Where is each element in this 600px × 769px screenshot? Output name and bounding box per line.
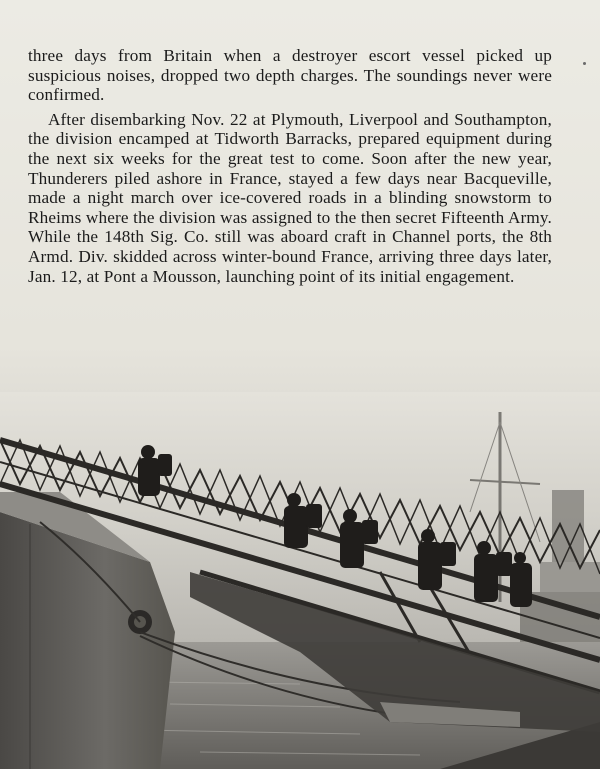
article-text <box>28 46 552 286</box>
paragraph-continued: three days from Britain when a destroyer escort vessel picked up suspicious noises, dropped two depth charges. The soundings never were confirmed. <box>28 46 552 105</box>
troops-boarding-photo <box>0 392 600 769</box>
print-speck <box>583 62 586 65</box>
paragraph-disembarking: After disembarking Nov. 22 at Plymouth, Liverpool and Southampton, the division encamped at Tidworth Barracks, prepared equipment during the next six weeks for the great test to come. Soon after the new year, Thunderers piled ashore in France, stayed a few days near Bacqueville, made a night march over ice-covered roads in a blinding snowstorm to Rheims where the division was assigned to the then secret Fifteenth Army. While the 148th Sig. Co. still was aboard craft in Channel ports, the 8th Armd. Div. skidded across winter-bound France, arriving three days later, Jan. 12, at Pont a Mousson, launching point of its initial engagement. <box>28 109 552 286</box>
